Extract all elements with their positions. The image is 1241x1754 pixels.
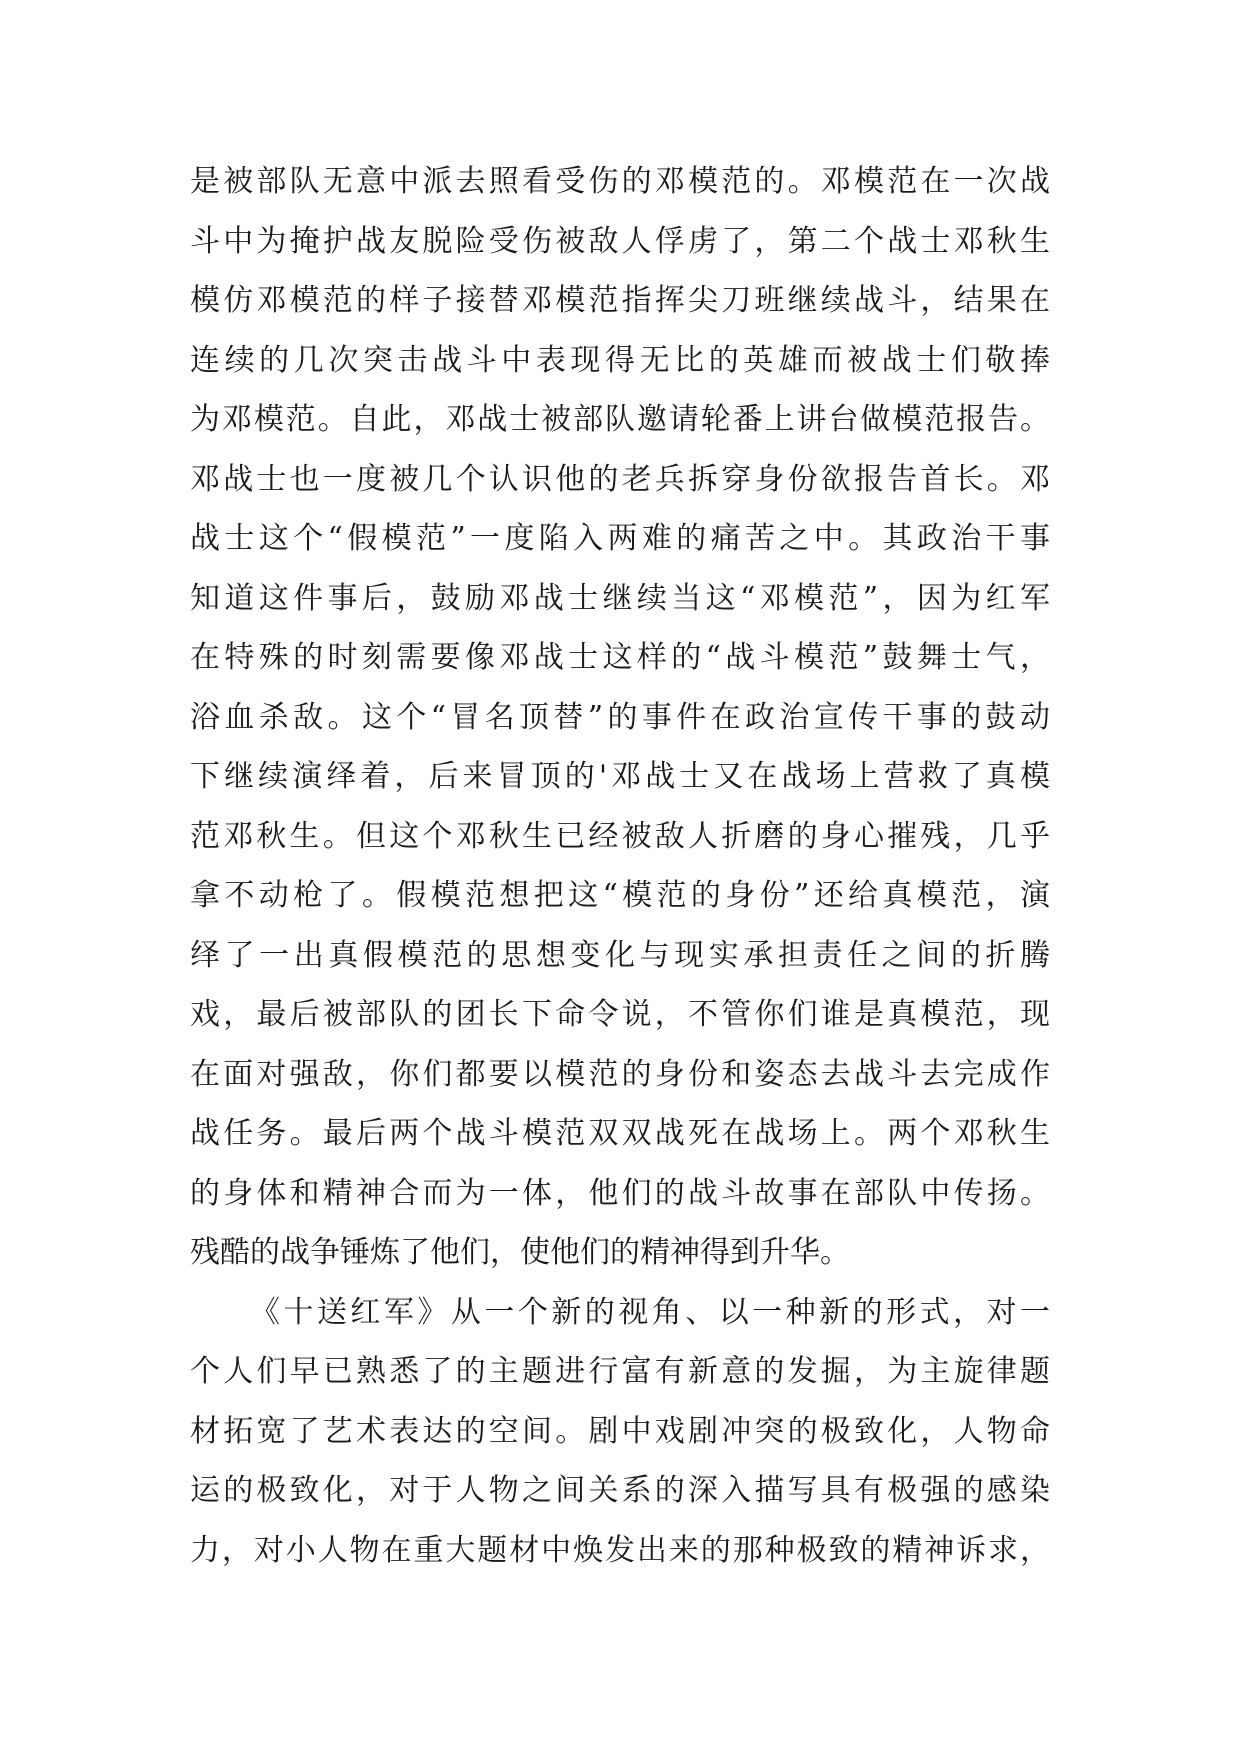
text-line: 为邓模范。自此，邓战士被部队邀请轮番上讲台做模范报告。 (190, 402, 1050, 437)
text-line: 连续的几次突击战斗中表现得无比的英雄而被战士们敬捧 (190, 342, 1050, 378)
text-line: 下继续演绎着，后来冒顶的'邓战士又在战场上营救了真模 (190, 759, 1050, 794)
text-line: 战任务。最后两个战斗模范双双战死在战场上。两个邓秋生 (190, 1116, 1050, 1151)
text-line: 的身体和精神合而为一体，他们的战斗故事在部队中传扬。 (190, 1175, 1050, 1211)
text-line: 拿不动枪了。假模范想把这“模范的身份”还给真模范，演 (190, 878, 1050, 913)
paragraph-1 (190, 152, 1050, 1283)
text-line: 在特殊的时刻需要像邓战士这样的“战斗模范”鼓舞士气， (190, 640, 1050, 675)
paragraph-2 (190, 1283, 1050, 1581)
text-line: 戏，最后被部队的团长下命令说，不管你们谁是真模范，现 (190, 997, 1050, 1032)
document-body (190, 152, 1050, 1580)
text-line: 知道这件事后，鼓励邓战士继续当这“邓模范”，因为红军 (190, 580, 1050, 616)
text-line: 材拓宽了艺术表达的空间。剧中戏剧冲突的极致化，人物命 (190, 1413, 1050, 1449)
text-line: 绎了一出真假模范的思想变化与现实承担责任之间的折腾 (190, 937, 1050, 973)
text-line: 力，对小人物在重大题材中焕发出来的那种极致的精神诉求， (190, 1532, 1050, 1568)
text-line: 在面对强敌，你们都要以模范的身份和姿态去战斗去完成作 (190, 1056, 1050, 1092)
text-line: 斗中为掩护战友脱险受伤被敌人俘虏了，第二个战士邓秋生 (190, 223, 1050, 259)
text-line: 范邓秋生。但这个邓秋生已经被敌人折磨的身心摧残，几乎 (190, 818, 1050, 854)
text-line: 运的极致化，对于人物之间关系的深入描写具有极强的感染 (190, 1473, 1050, 1508)
text-line: 模仿邓模范的样子接替邓模范指挥尖刀班继续战斗，结果在 (190, 283, 1050, 318)
text-line: 残酷的战争锤炼了他们，使他们的精神得到升华。 (190, 1235, 850, 1270)
text-line: 战士这个“假模范”一度陷入两难的痛苦之中。其政治干事 (190, 521, 1050, 556)
text-line: 邓战士也一度被几个认识他的老兵拆穿身份欲报告首长。邓 (190, 461, 1050, 497)
text-line: 是被部队无意中派去照看受伤的邓模范的。邓模范在一次战 (190, 164, 1050, 199)
text-line: 《十送红军》从一个新的视角、以一种新的形式，对一 (250, 1294, 1050, 1330)
text-line: 个人们早已熟悉了的主题进行富有新意的发掘，为主旋律题 (190, 1354, 1050, 1389)
text-line: 浴血杀敌。这个“冒名顶替”的事件在政治宣传干事的鼓动 (190, 699, 1050, 735)
